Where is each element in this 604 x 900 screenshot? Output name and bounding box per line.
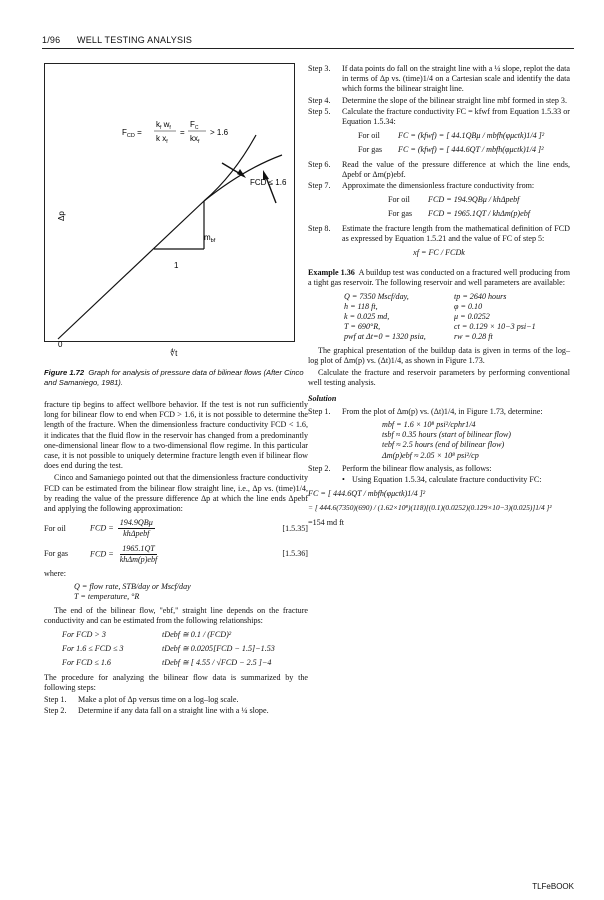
relationship-2: For 1.6 ≤ FCD ≤ 3 tDebf ≅ 0.0205[FCD − 1.5]−1.53 bbox=[62, 644, 275, 654]
page-number: 1/96 bbox=[42, 35, 61, 45]
variable: Q = flow rate, STB/day or Mscf/day bbox=[74, 582, 191, 592]
example-paragraph: Example 1.36 A buildup test was conducted on a fractured well producing from a tight gas reservoir. The following reservoir and well parameters are available: bbox=[308, 268, 570, 288]
example-data: Q = 7350 Mscf/day, tp = 2640 hours h = 118 ft, φ = 0.10 k = 0.025 md, μ = 0.0252 T = 690°R, ct = 0.129 × 10−3 psi−1 pwf at Δt=0 = 1320 psia, rw = 0.28 ft bbox=[344, 291, 536, 342]
step-8: Step 8. Estimate the fracture length from the mathematical definition of FCD as expressed by Equation 1.5.21 and the value of FC of step 5: bbox=[308, 223, 570, 243]
caption-text: Graph for analysis of pressure data of bilinear flows (After Cinco and Samaniego, 1981). bbox=[44, 368, 304, 387]
paragraph: Calculate the fracture and reservoir parameters by performing conventional well testing analysis. bbox=[308, 368, 570, 388]
relationship-1: For FCD > 3 tDebf ≅ 0.1 / (FCD)² bbox=[62, 630, 232, 640]
example-title: Example 1.36 bbox=[308, 268, 355, 278]
slope-label: $m_{bf}$ bbox=[204, 233, 216, 244]
step8-eq: xf = FC / FCDk bbox=[413, 248, 465, 258]
x-axis-label: ∜t bbox=[170, 349, 178, 358]
solution-step-2: Step 2. Perform the bilinear flow analysis, as follows: bbox=[308, 463, 492, 473]
svg-text:> 1.6: > 1.6 bbox=[210, 128, 229, 137]
paragraph: The procedure for analyzing the bilinear flow data is summarized by the following steps: bbox=[44, 672, 308, 692]
variable: T = temperature, °R bbox=[74, 592, 140, 602]
footer-mark: TLFeBOOK bbox=[532, 882, 574, 891]
step-6: Step 6. Read the value of the pressure difference at which the line ends, Δpebf or Δm(p)ebf. bbox=[308, 159, 570, 179]
bullet-item: • Using Equation 1.5.34, calculate fracture conductivity FC: bbox=[308, 475, 570, 485]
step-4: Step 4. Determine the slope of the bilinear straight line mbf formed in step 3. bbox=[308, 95, 567, 105]
solution-heading: Solution bbox=[308, 394, 337, 404]
relationship-3: For FCD ≤ 1.6 tDebf ≅ [ 4.55 / √FCD − 2.5 ]−4 bbox=[62, 658, 272, 668]
fc-equation: FC = [ 444.6QT / mbfh(φμctk)1/4 ]² bbox=[308, 489, 426, 499]
solution-step-1-values: mbf = 1.6 × 10⁸ psi²/cphr1/4 tsbf ≈ 0.35 hours (start of bilinear flow) tebf ≈ 2.5 hours (end of bilinear flow) Δm(p)ebf ≈ 2.05 × 10⁸ psi²/cp bbox=[382, 419, 512, 460]
header-rule bbox=[42, 48, 574, 49]
run-label: 1 bbox=[174, 261, 179, 270]
svg-text:FC: $F_C$ bbox=[190, 120, 199, 131]
paragraph: fracture tip begins to affect wellbore behavior. If the test is not run sufficiently long for bilinear flow to end when FCD > 1.6, it is not possible to determine the length of the fracture. When the dimensionless fracture conductivity FCD < 1.6, it indicates that the fluid flow in the reservoir has changed from a predominantly one-dimensional linear flow to a two-dimensional flow regime. In this particular case, it is not possible to uniquely determine fracture length even if bilinear flow does end during the test. bbox=[44, 400, 308, 471]
step7-oil-eq: For oil FCD = 194.9QBμ / khΔpebf bbox=[388, 195, 520, 205]
fcd-gt-frac1-num: $k_f$ $w_f$ bbox=[156, 120, 171, 131]
step-2: Step 2. Determine if any data fall on a straight line with a ¼ slope. bbox=[44, 706, 269, 716]
step5-gas-eq: For gas FC = (kfwf) = [ 444.6QT / mbfh(φμctk)1/4 ]² bbox=[358, 145, 544, 155]
solution-step-1: Step 1. From the plot of Δm(p) vs. (Δt)1/4, in Figure 1.73, determine: bbox=[308, 406, 543, 416]
step-7: Step 7. Approximate the dimensionless fracture conductivity from: bbox=[308, 181, 535, 191]
step5-oil-eq: For oil FC = (kfwf) = [ 44.1QBμ / mbfh(φμctk)1/4 ]² bbox=[358, 131, 545, 141]
step-5: Step 5. Calculate the fracture conductivity FC = kfwf from Equation 1.5.33 or Equation 1.5.34: bbox=[308, 106, 570, 127]
bilinear-straight-line bbox=[58, 201, 204, 339]
variables-list bbox=[74, 582, 308, 602]
step7-gas-eq: For gas FCD = 1965.1QT / khΔm(p)ebf bbox=[388, 209, 531, 219]
figure-frame bbox=[45, 64, 295, 342]
fc-substitution: = [ 444.6(7350)(690) / (1.62×10⁸)(118)[(0.1)(0.0252)(0.129×10−3)(0.025)]1/4 ]² bbox=[308, 503, 552, 513]
fcd-gt-frac1-den: k $x_f$ bbox=[156, 134, 168, 145]
right-column bbox=[308, 64, 570, 528]
fcd-le-label: FCD ≤ 1.6 bbox=[250, 178, 287, 187]
where-label: where: bbox=[44, 569, 67, 579]
bilinear-flow-graph bbox=[44, 63, 304, 361]
svg-text:kxf: $kx_f$ bbox=[190, 134, 200, 145]
svg-text:=: = bbox=[180, 128, 185, 137]
page-header bbox=[42, 35, 572, 45]
running-title: WELL TESTING ANALYSIS bbox=[77, 35, 193, 45]
equation-1-5-35: For oil FCD = $\frac{\text{194.9QBμ}}{\text{khΔpebf}}$ [1.5.35] bbox=[44, 518, 308, 539]
origin-label: 0 bbox=[58, 340, 63, 349]
fc-result: =154 md ft bbox=[308, 517, 345, 527]
equation-1-5-36: For gas FCD = $\frac{1965.1QT}{\text{khΔm(p)ebf}}$ [1.5.36] bbox=[44, 543, 308, 564]
paragraph: Cinco and Samaniego pointed out that the dimensionless fracture conductivity FCD can be estimated from the bilinear flow straight line, i.e., Δp vs. (time)1/4, by reading the value of the pressure difference Δp at which the line ends Δpebf and applying the following approximation: bbox=[44, 473, 308, 514]
figure-1-72 bbox=[44, 63, 304, 361]
caption-number: Figure 1.72 bbox=[44, 368, 85, 377]
paragraph: The graphical presentation of the buildup data is given in terms of the log–log plot of Δm(p) vs. (Δt)1/4, as shown in Figure 1.73. bbox=[308, 345, 570, 365]
left-column bbox=[44, 400, 308, 717]
figure-caption bbox=[44, 368, 304, 388]
y-axis-label: Δp bbox=[57, 211, 66, 221]
step-3: Step 3. If data points do fall on the straight line with a ¼ slope, replot the data in terms of Δp vs. (time)1/4 on a Cartesian scale and identify the data which forms the bilinear straight line. bbox=[308, 64, 570, 94]
paragraph: The end of the bilinear flow, "ebf," straight line depends on the fracture conductivity and can be estimated from the following relationships: bbox=[44, 605, 308, 625]
step-1: Step 1. Make a plot of Δp versus time on a log–log scale. bbox=[44, 695, 239, 705]
fcd-gt-label: $F_{CD}$ = bbox=[122, 128, 142, 139]
